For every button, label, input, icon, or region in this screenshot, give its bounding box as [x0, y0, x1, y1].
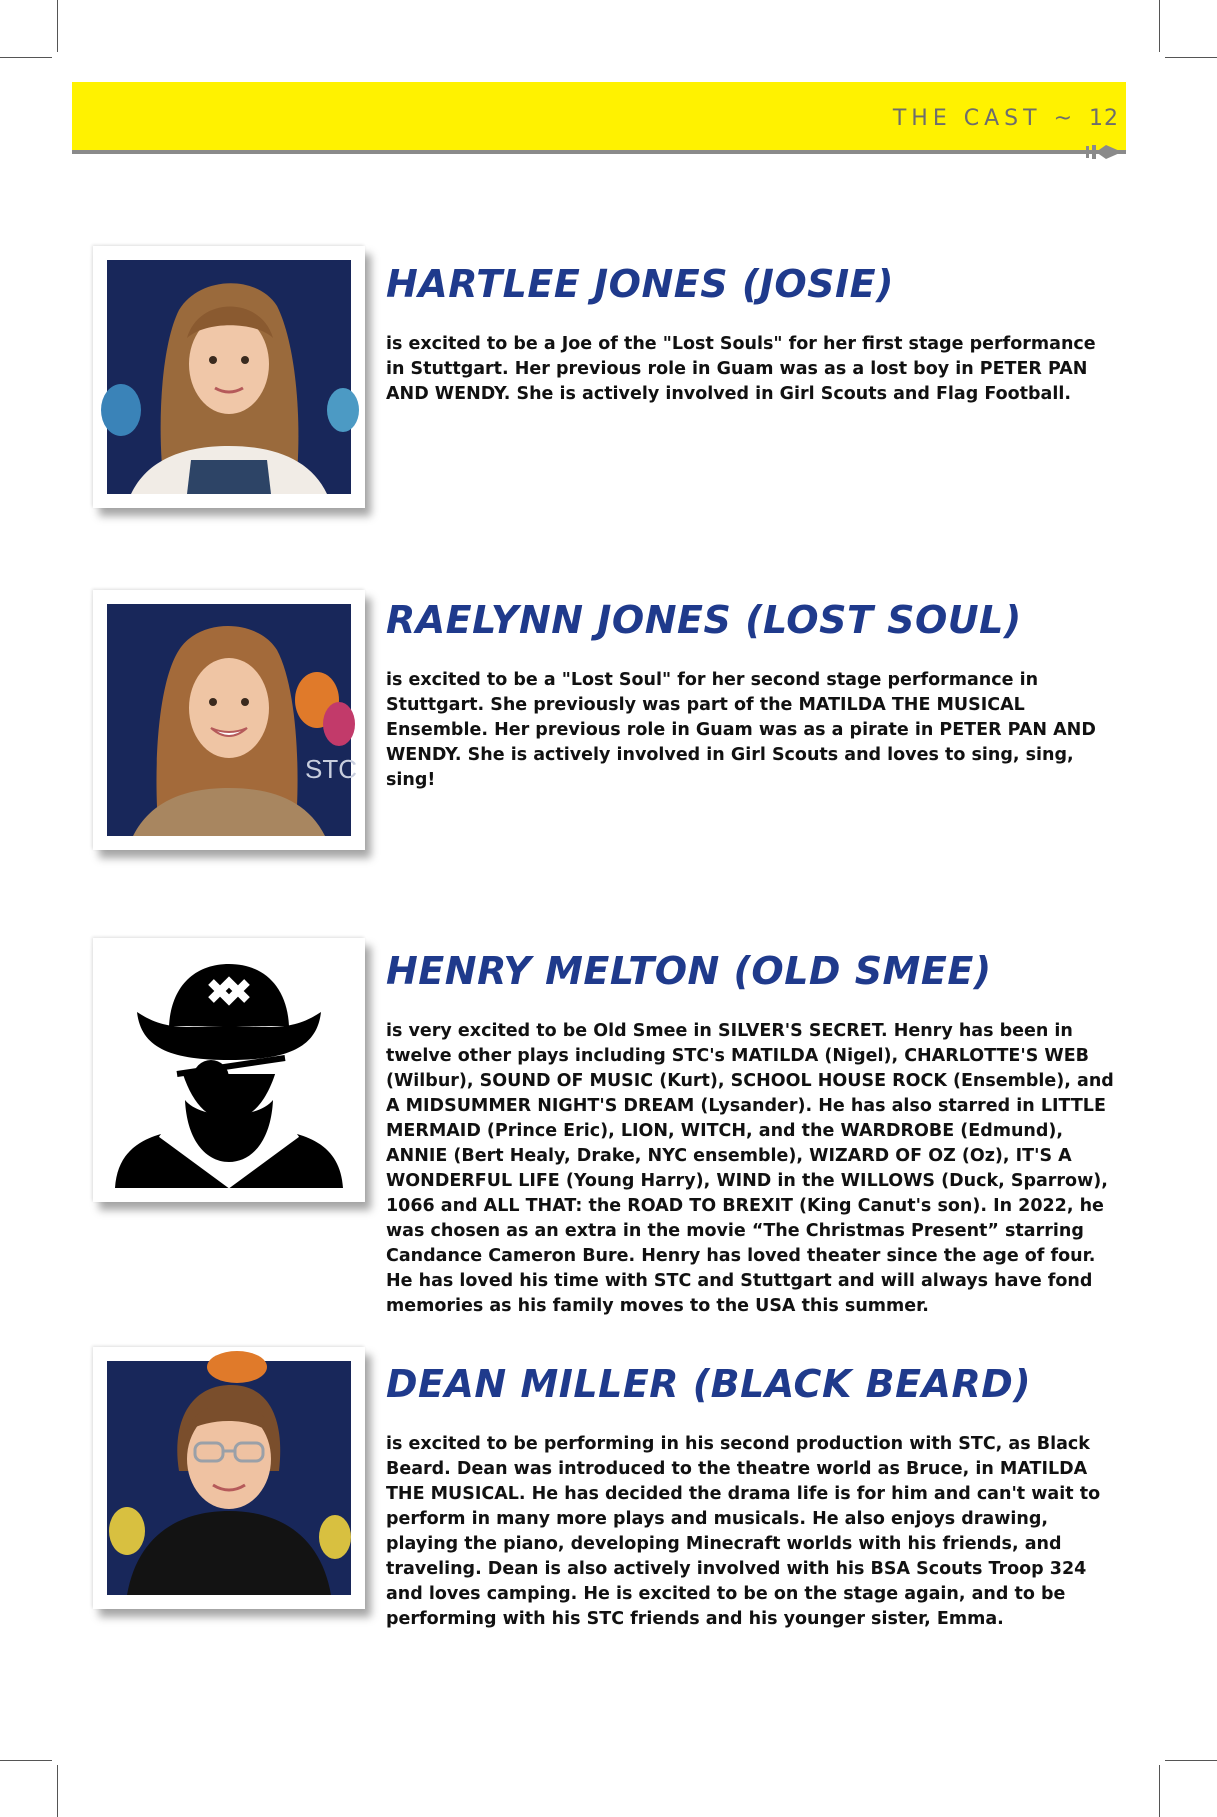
cast-bio-henry: is very excited to be Old Smee in SILVER'S SECRET. Henry has been in twelve other plays including STC's MATILDA (Nigel), CHARLOTTE'S WEB (Wilbur), SOUND OF MUSIC (Kurt), SCHOOL HOUSE ROCK (Ensemble), and A MIDSUMMER NIGHT'S DREAM (Lysander). He has also starred in LITTLE MERMAID (Prince Eric), LION, WITCH, and the WARDROBE (Edmund), ANNIE (Bert Healy, Drake, NYC ensemble), WIZARD OF OZ (Oz), IT'S A WONDERFUL LIFE (Young Harry), WIND in the WILLOWS (Duck, Sparrow), 1066 and ALL THAT: the ROAD TO BREXIT (King Canut's son). In 2022, he was chosen as an extra in the movie “The Christmas Present” starring Candance Cameron Bure. Henry has loved theater since the age of four. He has loved his time with STC and Stuttgart and will always have fond memories as his family moves to the USA this summer. [386, 1021, 1114, 1316]
page-number: 12 [1089, 106, 1119, 131]
crop-mark [1165, 1760, 1217, 1761]
pirate-icon [107, 952, 351, 1188]
cast-photo-henry [107, 952, 351, 1188]
cast-bio-raelynn: is excited to be a "Lost Soul" for her second stage performance in Stuttgart. She previously was part of the MATILDA THE MUSICAL Ensemble. Her previous role in Guam was as a pirate in PETER PAN AND WENDY. She is actively involved in Girl Scouts and loves to sing, sing, sing! [386, 670, 1096, 790]
header-rule [72, 150, 1126, 154]
portrait-girl-icon [107, 260, 351, 494]
cast-photo-frame [93, 246, 365, 508]
backdrop-logo-text: STC [305, 754, 357, 784]
header-separator: ~ [1053, 106, 1077, 131]
section-title: THE CAST [892, 106, 1042, 131]
cast-name-henry: HENRY MELTON (OLD SMEE) [386, 949, 992, 993]
crop-mark [1159, 0, 1160, 52]
cast-bio-dean: is excited to be performing in his second production with STC, as Black Beard. Dean was introduced to the theatre world as Bruce, in MATILDA THE MUSICAL. He has decided the drama life is for him and can't wait to perform in many more plays and musicals. He also enjoys drawing, playing the piano, developing Minecraft worlds with his friends, and traveling. Dean is also actively involved with his BSA Scouts Troop 324 and loves camping. He is excited to be on the stage again, and to be performing with his STC friends and his younger sister, Emma. [386, 1434, 1101, 1629]
cast-bio-hartlee: is excited to be a Joe of the "Lost Souls" for her first stage performance in Stuttgart. Her previous role in Guam was as a lost boy in PETER PAN AND WENDY. She is actively involved in Girl Scouts and Flag Football. [386, 334, 1096, 404]
crop-mark [0, 57, 52, 58]
cast-name-dean: DEAN MILLER (BLACK BEARD) [386, 1362, 1032, 1406]
cast-name-hartlee: HARTLEE JONES (JOSIE) [386, 262, 894, 306]
crop-mark [1165, 57, 1217, 58]
cast-photo-raelynn [107, 604, 357, 836]
cast-photo-frame [93, 1347, 365, 1609]
section-header [893, 106, 1119, 131]
portrait-boy-icon [107, 1361, 351, 1595]
cast-name-raelynn: RAELYNN JONES (LOST SOUL) [386, 598, 1022, 642]
portrait-girl-icon [107, 604, 351, 836]
cast-photo-frame [93, 938, 365, 1202]
cast-photo-hartlee [107, 260, 351, 494]
crop-mark [57, 1765, 58, 1817]
crop-mark [1159, 1765, 1160, 1817]
cast-photo-dean [107, 1361, 351, 1595]
crop-mark [0, 1760, 52, 1761]
crop-mark [57, 0, 58, 52]
cast-photo-frame [93, 590, 365, 850]
sword-ornament-icon [1076, 142, 1124, 162]
